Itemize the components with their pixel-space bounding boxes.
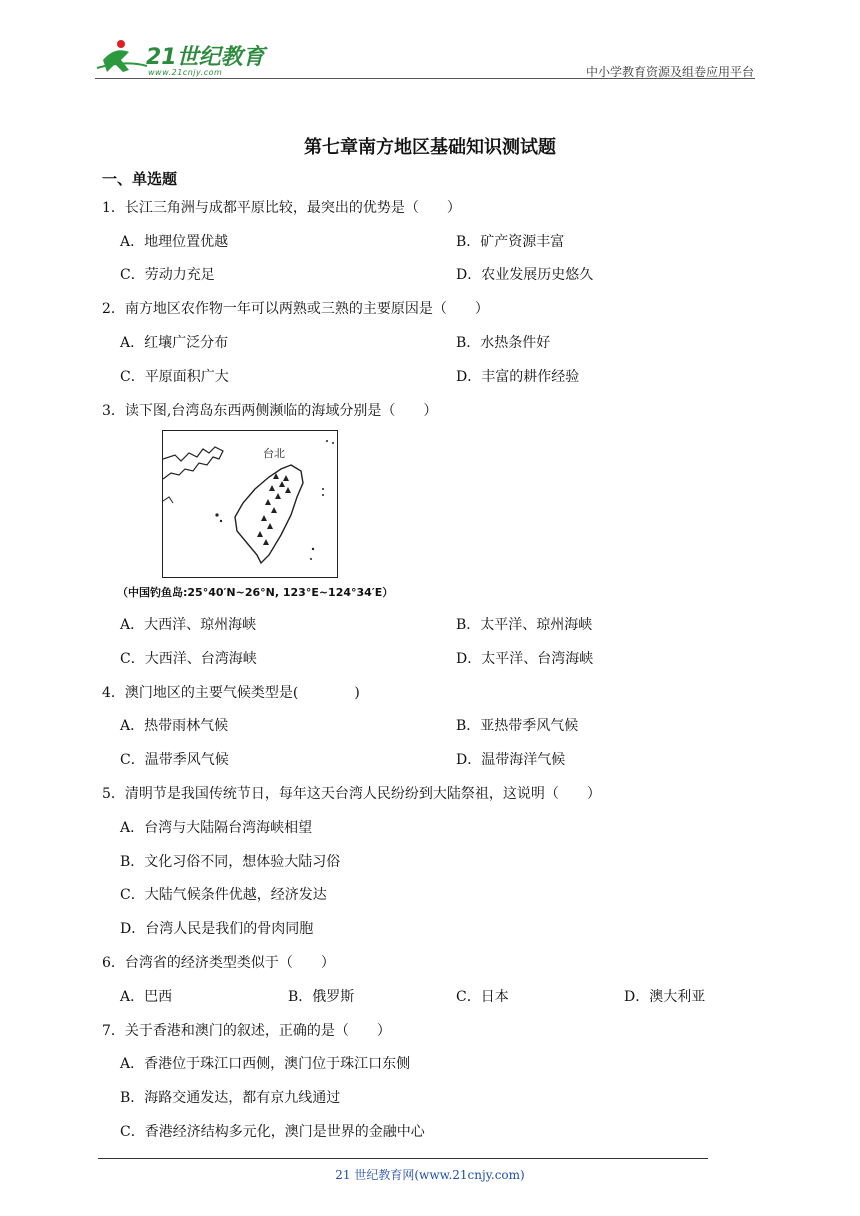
- question-5-option-a[interactable]: A．台湾与大陆隔台湾海峡相望: [120, 820, 313, 836]
- question-7-option-c[interactable]: C．香港经济结构多元化，澳门是世界的金融中心: [120, 1124, 425, 1140]
- logo-text: 21世纪教育: [146, 45, 265, 70]
- question-1-option-a[interactable]: A．地理位置优越: [120, 234, 229, 250]
- question-2-option-c[interactable]: C．平原面积广大: [120, 369, 229, 385]
- logo-url: www.21cnjy.com: [148, 68, 223, 77]
- question-2-stem: 2．南方地区农作物一年可以两熟或三熟的主要原因是（ ）: [102, 301, 489, 317]
- section-heading: 一、单选题: [102, 170, 178, 188]
- question-3-option-d[interactable]: D．太平洋、台湾海峡: [456, 651, 594, 667]
- question-1-stem: 1．长江三角洲与成都平原比较，最突出的优势是（ ）: [102, 200, 461, 216]
- platform-name: 中小学教育资源及组卷应用平台: [585, 65, 754, 79]
- question-5-stem: 5．清明节是我国传统节日，每年这天台湾人民纷纷到大陆祭祖，这说明（ ）: [102, 786, 601, 802]
- taipei-label: 台北: [263, 447, 285, 460]
- taiwan-map: [162, 430, 338, 578]
- question-4-option-d[interactable]: D．温带海洋气候: [456, 752, 566, 768]
- question-1-option-b[interactable]: B．矿产资源丰富: [456, 234, 565, 250]
- question-5-option-d[interactable]: D．台湾人民是我们的骨肉同胞: [120, 921, 314, 937]
- question-5-option-b[interactable]: B．文化习俗不同，想体验大陆习俗: [120, 854, 341, 870]
- question-6-option-a[interactable]: A．巴西: [120, 989, 173, 1005]
- question-1-option-d[interactable]: D．农业发展历史悠久: [456, 267, 594, 283]
- question-4-option-b[interactable]: B．亚热带季风气候: [456, 718, 579, 734]
- question-2-option-d[interactable]: D．丰富的耕作经验: [456, 369, 580, 385]
- question-1-option-c[interactable]: C．劳动力充足: [120, 267, 215, 283]
- question-3-option-b[interactable]: B．太平洋、琼州海峡: [456, 617, 593, 633]
- question-7-option-b[interactable]: B．海路交通发达，都有京九线通过: [120, 1090, 341, 1106]
- question-3-option-a[interactable]: A．大西洋、琼州海峡: [120, 617, 257, 633]
- question-3-stem: 3．读下图,台湾岛东西两侧濒临的海域分别是（ ）: [102, 403, 438, 419]
- question-4-option-a[interactable]: A．热带雨林气候: [120, 718, 229, 734]
- question-7-stem: 7．关于香港和澳门的叙述，正确的是（ ）: [102, 1023, 391, 1039]
- footer-divider: [98, 1158, 708, 1159]
- map-caption: （中国钓鱼岛:25°40′N~26°N, 123°E~124°34′E）: [117, 586, 394, 599]
- taiwan-island-map-icon: [163, 431, 337, 577]
- question-3-option-c[interactable]: C．大西洋、台湾海峡: [120, 651, 257, 667]
- question-5-option-c[interactable]: C．大陆气候条件优越，经济发达: [120, 887, 327, 903]
- question-7-option-a[interactable]: A．香港位于珠江口西侧，澳门位于珠江口东侧: [120, 1056, 411, 1072]
- question-2-option-a[interactable]: A．红壤广泛分布: [120, 335, 229, 351]
- question-6-option-c[interactable]: C．日本: [456, 989, 509, 1005]
- question-4-stem: 4．澳门地区的主要气候类型是( ): [102, 685, 360, 701]
- header-divider: [95, 78, 755, 79]
- question-6-option-b[interactable]: B．俄罗斯: [288, 989, 355, 1005]
- question-4-option-c[interactable]: C．温带季风气候: [120, 752, 229, 768]
- question-6-stem: 6．台湾省的经济类型类似于（ ）: [102, 955, 335, 971]
- question-6-option-d[interactable]: D．澳大利亚: [624, 989, 706, 1005]
- footer-link[interactable]: 21 世纪教育网(www.21cnjy.com): [335, 1168, 525, 1182]
- page-title: 第七章南方地区基础知识测试题: [304, 137, 556, 158]
- question-2-option-b[interactable]: B．水热条件好: [456, 335, 551, 351]
